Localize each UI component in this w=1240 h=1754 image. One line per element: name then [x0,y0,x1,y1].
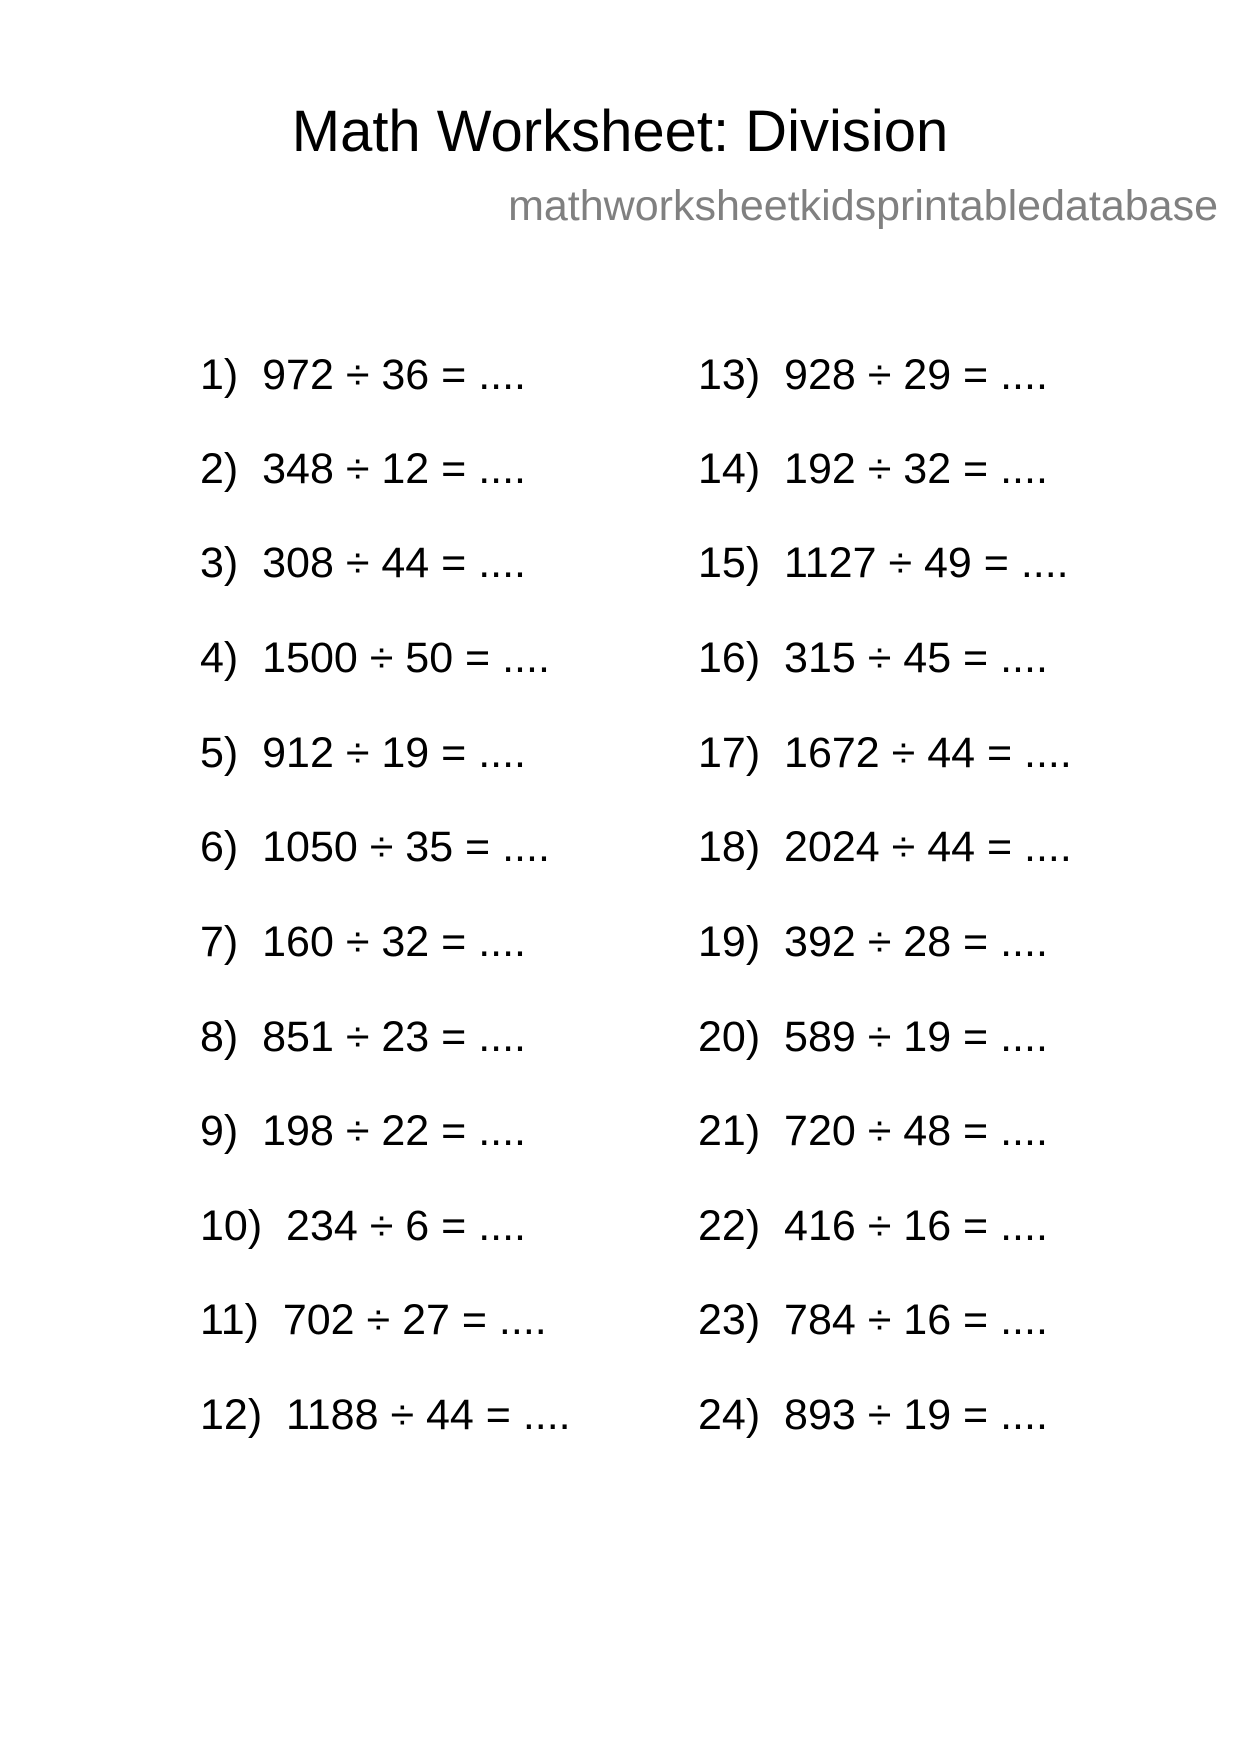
problem-24: 24) 893 ÷ 19 = .... [698,1391,1048,1439]
problem-22: 22) 416 ÷ 16 = .... [698,1202,1048,1250]
problem-5: 5) 912 ÷ 19 = .... [200,729,526,777]
problem-4: 4) 1500 ÷ 50 = .... [200,634,550,682]
problem-19: 19) 392 ÷ 28 = .... [698,918,1048,966]
problem-2: 2) 348 ÷ 12 = .... [200,445,526,493]
problem-8: 8) 851 ÷ 23 = .... [200,1013,526,1061]
problem-14: 14) 192 ÷ 32 = .... [698,445,1048,493]
problem-23: 23) 784 ÷ 16 = .... [698,1296,1048,1344]
problem-6: 6) 1050 ÷ 35 = .... [200,823,550,871]
problem-9: 9) 198 ÷ 22 = .... [200,1107,526,1155]
problem-16: 16) 315 ÷ 45 = .... [698,634,1048,682]
problem-21: 21) 720 ÷ 48 = .... [698,1107,1048,1155]
problem-7: 7) 160 ÷ 32 = .... [200,918,526,966]
problem-3: 3) 308 ÷ 44 = .... [200,539,526,587]
problem-13: 13) 928 ÷ 29 = .... [698,351,1048,399]
problem-12: 12) 1188 ÷ 44 = .... [200,1391,571,1439]
worksheet-source: mathworksheetkidsprintabledatabase [508,182,1218,230]
problem-1: 1) 972 ÷ 36 = .... [200,351,526,399]
problem-18: 18) 2024 ÷ 44 = .... [698,823,1072,871]
worksheet-title: Math Worksheet: Division [291,99,949,164]
problem-11: 11) 702 ÷ 27 = .... [200,1296,547,1344]
problem-17: 17) 1672 ÷ 44 = .... [698,729,1072,777]
problem-10: 10) 234 ÷ 6 = .... [200,1202,526,1250]
problem-15: 15) 1127 ÷ 49 = .... [698,539,1069,587]
problem-20: 20) 589 ÷ 19 = .... [698,1013,1048,1061]
